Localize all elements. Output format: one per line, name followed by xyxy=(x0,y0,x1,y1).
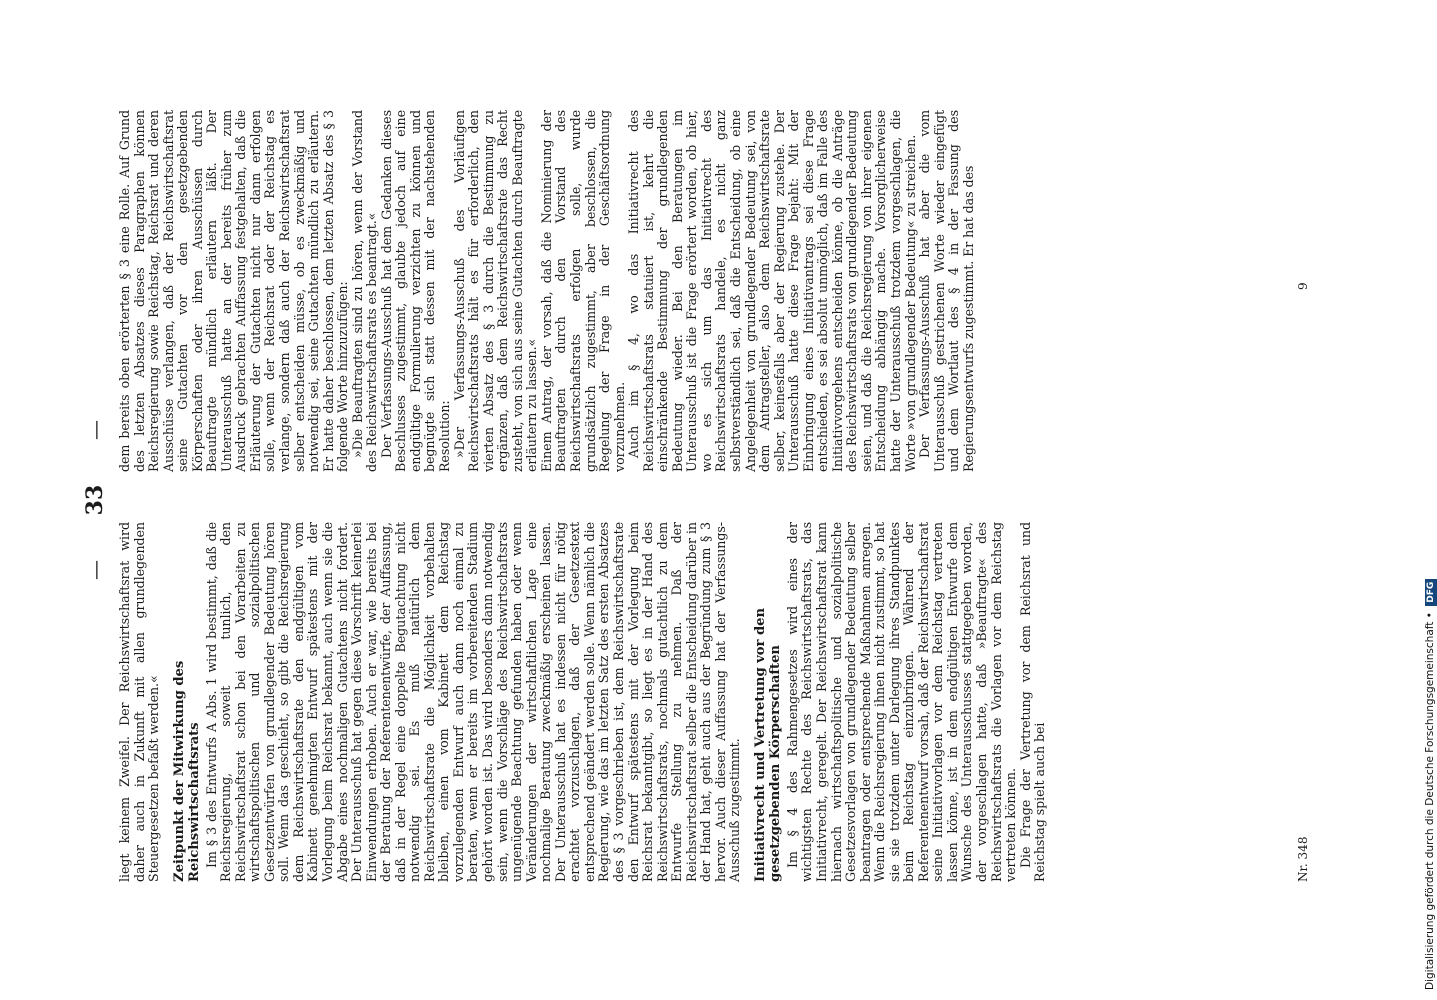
paragraph: Einem Antrag, der vorsah, daß die Nominierung der Beauftragten durch den Vorstand des Reichswirtschaftsrats erfolgen solle, wurde grundsätzlich zugestimmt, aber beschlossen, die Regelung der Frage in der Geschäftsordnung vorzunehmen. xyxy=(538,110,627,472)
paragraph: Der Verfassungs-Ausschuß hat aber die vom Unterausschuß gestrichenen Worte wieder eingefügt und dem Wortlaut des § 4 in der Fassung des Regierungsentwurfs zugestimmt. Er hat das des xyxy=(917,110,976,472)
paragraph: Der Verfassungs-Ausschuß hat dem Gedanken dieses Beschlusses zugestimmt, glaubte jedoch auf eine endgültige Formulierung verzichten zu können und begnügte sich statt dessen mit der nachstehenden Resolution: xyxy=(378,110,453,472)
paragraph: Im § 3 des Entwurfs A Abs. 1 wird bestimmt, daß die Reichsregierung, soweit tunlich, den Reichswirtschaftsrat schon bei den Vorarbeiten zu wirtschaftspolitischen und sozialpolitischen Gesetzentwürfen von grundlegender Bedeutung hören soll. Wenn das geschieht, so gibt die Reichsregierung dem Reichswirtschaftsrate den endgültigen vom Kabinett genehmigten Entwurf spätestens mit der Vorlegung beim Reichsrat bekannt, auch wenn sie die Abgabe eines nochmaligen Gutachtens nicht fordert. Der Unterausschuß hat gegen diese Vorschrift keinerlei Einwendungen erhoben. Auch er war, wie bereits bei der Beratung der Referentenentwürfe, der Auffassung, daß in der Regel eine doppelte Begutachtung nicht notwendig sei. Es muß natürlich dem Reichswirtschaftsrate die Möglichkeit vorbehalten bleiben, einen vom Kabinett dem Reichstag vorzulegenden Entwurf auch dann noch einmal zu beraten, wenn er bereits im vorbereitenden Stadium gehört worden ist. Das wird besonders dann notwendig sein, wenn die Vorschläge des Reichswirtschaftsrats ungenügende Beachtung gefunden haben oder wenn Veränderungen der wirtschaftlichen Lage eine nochmalige Beratung zweckmäßig erscheinen lassen. Der Unterausschuß hat es indessen nicht für nötig erachtet vorzuschlagen, daß der Gesetzestext entsprechend geändert werden solle. Wenn nämlich die Regierung, wie das im letzten Satz des ersten Absatzes des § 3 vorgeschrieben ist, dem Reichswirtschaftsrate den Entwurf spätestens mit der Vorlegung beim Reichsrat bekanntgibt, so liegt es in der Hand des Reichswirtschaftsrats, nochmals gutachtlich zu dem Entwurfe Stellung zu nehmen. Daß der Reichswirtschaftsrat selber die Entscheidung darüber in der Hand hat, geht auch aus der Begründung zum § 3 hervor. Auch dieser Auffassung hat der Verfassungs-Ausschuß zugestimmt. xyxy=(203,522,743,882)
dfg-logo: DFG xyxy=(1425,579,1437,606)
paragraph: Im § 4 des Rahmengesetzes wird eines der wichtigsten Rechte des Reichswirtschaftsrats, das Initiativrecht, geregelt. Der Reichswirtschaftsrat kann hiernach wirtschaftspolitische und sozialpolitische Gesetzesvorlagen von grundlegender Bedeutung selber beantragen oder entsprechende Maßnahmen anregen. Wenn die Reichsregierung ihnen nicht zustimmt, so hat sie sie trotzdem unter Darlegung ihres Standpunktes beim Reichstag einzubringen. Während der Referentenentwurf vorsah, daß der Reichswirtschaftsrat seine Initiativvorlagen vor dem Reichstag vertreten lassen könne, ist in dem endgültigen Entwurfe dem Wunsche des Unterausschusses stattgegeben worden, der vorgeschlagen hatte, daß »Beauftragte« des Reichswirtschaftsrats die Vorlagen vor dem Reichstag vertreten können. xyxy=(784,522,1019,882)
page-mark: 9 xyxy=(1296,282,1310,290)
quote: »Die Beauftragten sind zu hören, wenn der Vorstand des Reichswirtschaftsrats es beantragt.« xyxy=(349,110,380,472)
quote: »Der Verfassungs-Ausschuß des Vorläufigen Reichswirtschaftsrats hält es für erforderlich, den vierten Absatz des § 3 durch die Bestimmung zu ergänzen, daß dem Reichswirtschaftsrate das Recht zusteht, von sich aus seine Gutachten durch Beauftragte erläutern zu lassen.« xyxy=(451,110,540,472)
side-note-text: Digitalisierung gefördert durch die Deutsche Forschungsgemeinschaft • xyxy=(1424,612,1436,990)
paragraph: Auch im § 4, wo das Initiativrecht des Reichswirtschaftsrats statuiert ist, kehrt die einschränkende Bestimmung der grundlegenden Bedeutung wieder. Bei den Beratungen im Unterausschuß ist die Frage erörtert worden, ob hier, wo es sich um das Initiativrecht des Reichswirtschaftsrats handele, es nicht ganz selbstverständlich sei, daß die Entscheidung, ob eine Angelegenheit von grundlegender Bedeutung sei, von dem Antragsteller, also dem Reichswirtschaftsrate selber, keinesfalls aber der Regierung zustehe. Der Unterausschuß hatte diese Frage bejaht: Mit der Einbringung eines Initiativantrags sei diese Frage entschieden, es sei absolut unmöglich, daß im Falle des Initiativvorgehens entscheiden könne, ob die Anträge des Reichswirtschaftsrats von grundlegender Bedeutung seien, und daß die Reichsregierung von ihrer eigenen Entscheidung abhängig mache. Vorsorglicherweise hatte der Unterausschuß trotzdem vorgeschlagen, die Worte »von grundlegender Bedeutung« zu streichen. xyxy=(626,110,918,472)
page-header xyxy=(82,0,110,1000)
header-dash-right: — xyxy=(83,420,107,440)
left-column xyxy=(118,522,1048,882)
section-heading: Initiativrecht und Vertretung vor den gesetzgebenden Körperschaften xyxy=(752,607,783,882)
page-number: 33 xyxy=(82,484,108,516)
footnote-number: Nr. 348 xyxy=(1296,836,1310,882)
side-note xyxy=(1424,579,1437,990)
paragraph: liegt keinem Zweifel. Der Reichswirtschaftsrat wird daher auch in Zukunft mit allen grundlegenden Steuergesetzen befaßt werden.« xyxy=(117,522,162,882)
section-heading: Zeitpunkt der Mitwirkung des Reichswirtschaftsrats xyxy=(171,660,202,882)
right-column xyxy=(118,110,976,472)
paragraph: Die Frage der Vertretung vor dem Reichsrat und Reichstag spielt auch bei xyxy=(1017,522,1048,882)
header-dash-left: — xyxy=(83,560,107,580)
paragraph: dem bereits oben erörterten § 3 eine Rolle. Auf Grund des letzten Absatzes dieses Paragraphen können Reichsregierung sowie Reichstag, Reichsrat und deren Ausschüsse verlangen, daß der Reichswirtschaftsrat seine Gutachten vor den gesetzgebenden Körperschaften oder ihren Ausschüssen durch Beauftragte mündlich erläutern läßt. Der Unterausschuß hatte an der bereits früher zum Ausdruck gebrachten Auffassung festgehalten, daß die Erläuterung der Gutachten nicht nur dann erfolgen solle, wenn der Reichsrat oder der Reichstag es verlange, sondern daß auch der Reichswirtschaftsrat selber entscheiden müsse, ob es zweckmäßig und notwendig sei, seine Gutachten mündlich zu erläutern. Er hatte daher beschlossen, dem letzten Absatz des § 3 folgende Worte hinzuzufügen: xyxy=(117,110,351,472)
